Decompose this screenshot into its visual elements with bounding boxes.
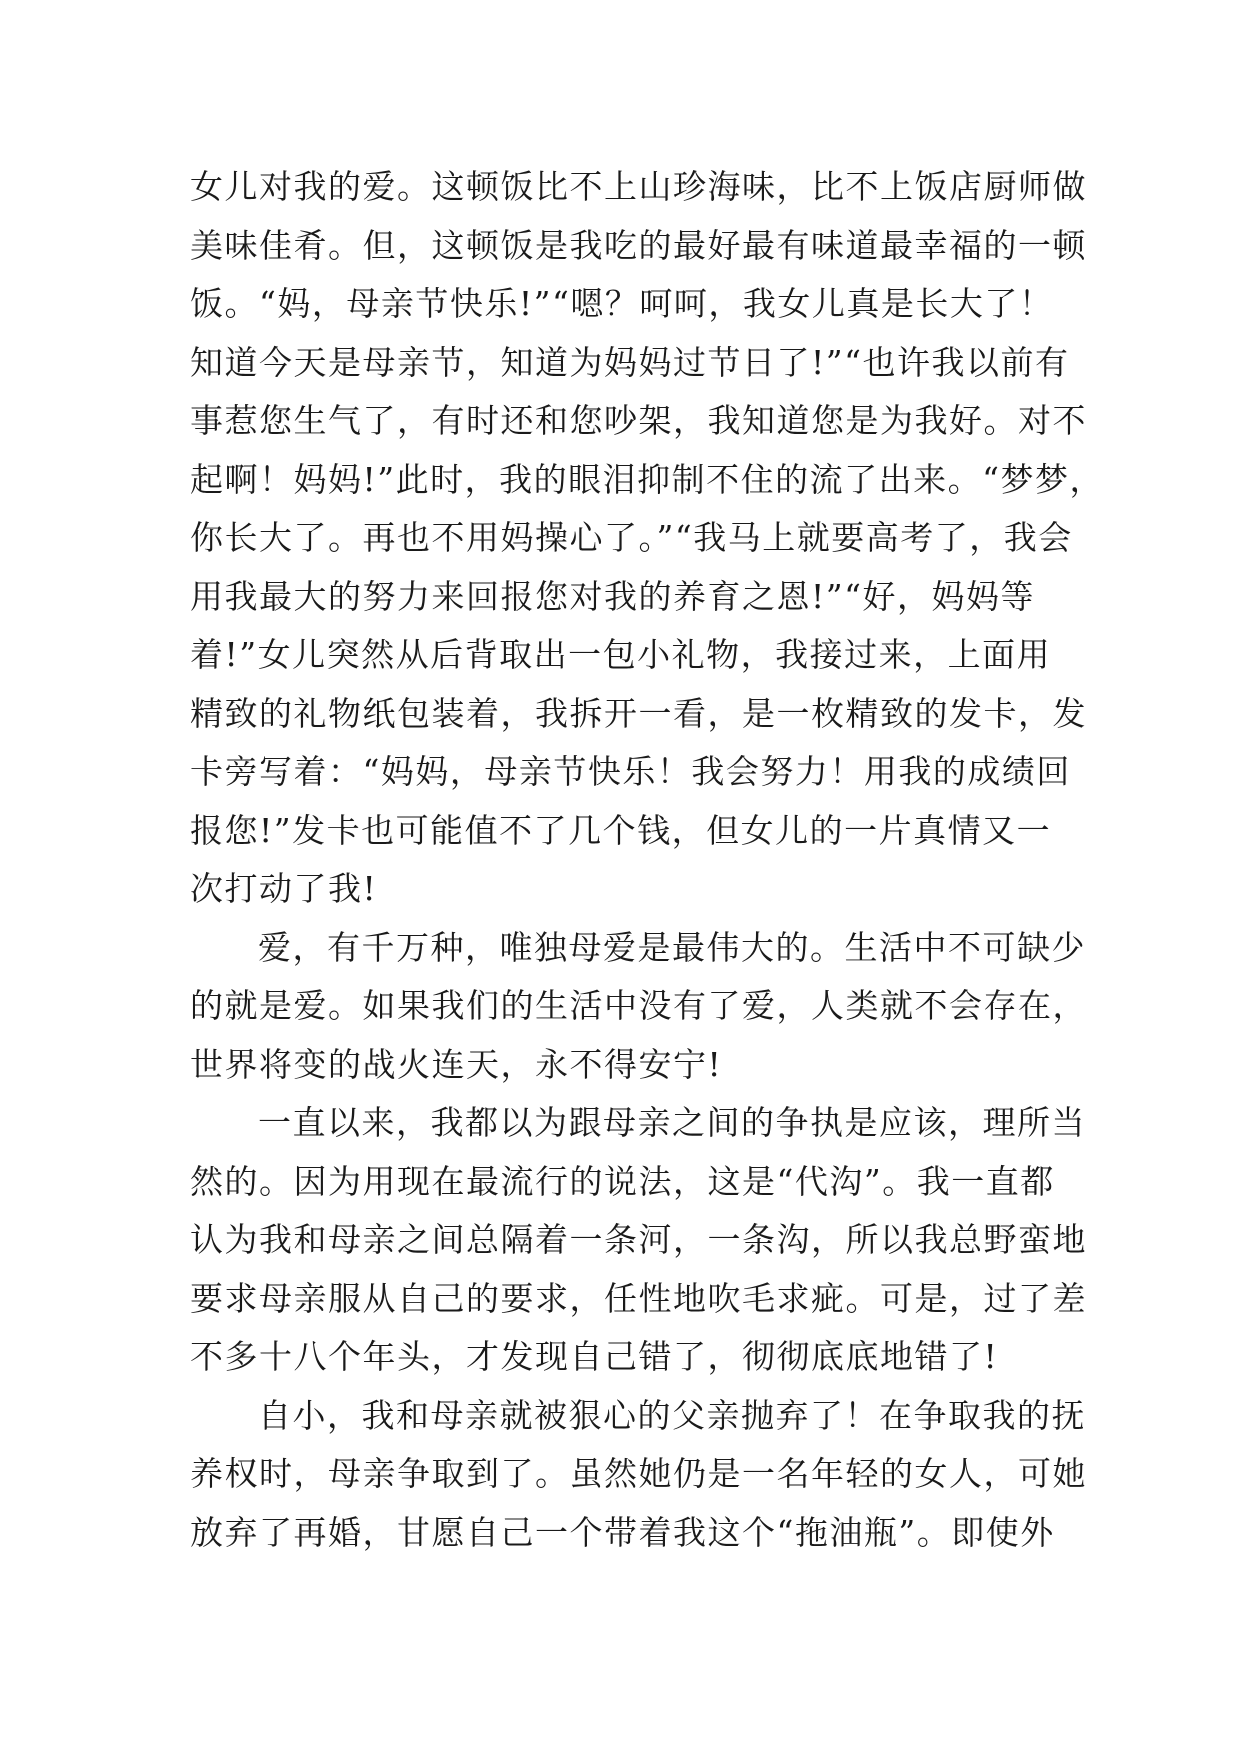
text-line: 放弃了再婚，甘愿自己一个带着我这个“拖油瓶”。即使外: [190, 1512, 1055, 1552]
text-line: 女儿对我的爱。这顿饭比不上山珍海味，比不上饭店厨师做: [190, 167, 1087, 206]
paragraph-start-line: 一直以来，我都以为跟母亲之间的争执是应该，理所当: [258, 1103, 1086, 1142]
text-line: 事惹您生气了，有时还和您吵架，我知道您是为我好。对不: [190, 401, 1087, 440]
text-line: 起啊！妈妈!”此时，我的眼泪抑制不住的流了出来。“梦梦，: [190, 459, 1105, 499]
text-line: 你长大了。再也不用妈操心了。”“我马上就要高考了，我会: [190, 518, 1073, 557]
paragraph-start-line: 自小，我和母亲就被狠心的父亲抛弃了！在争取我的抚: [258, 1395, 1086, 1435]
text-line: 卡旁写着：“妈妈，母亲节快乐！我会努力！用我的成绩回: [190, 752, 1071, 791]
text-line: 知道今天是母亲节，知道为妈妈过节日了!”“也许我以前有: [190, 342, 1070, 382]
text-line: 美味佳肴。但，这顿饭是我吃的最好最有味道最幸福的一顿: [190, 225, 1087, 265]
text-line: 养权时，母亲争取到了。虽然她仍是一名年轻的女人，可她: [190, 1454, 1087, 1493]
text-line: 的就是爱。如果我们的生活中没有了爱，人类就不会存在，: [190, 986, 1087, 1025]
body-text: [190, 158, 1105, 1562]
text-line: 精致的礼物纸包装着，我拆开一看，是一枚精致的发卡，发: [190, 693, 1087, 733]
text-line: 次打动了我!: [190, 869, 378, 908]
paragraph-start-line: 爱，有千万种，唯独母爱是最伟大的。生活中不可缺少: [258, 927, 1086, 967]
text-line: 世界将变的战火连天，永不得安宁!: [190, 1044, 723, 1084]
text-line: 要求母亲服从自己的要求，任性地吹毛求疵。可是，过了差: [190, 1278, 1087, 1318]
text-line: 报您!”发卡也可能值不了几个钱，但女儿的一片真情又一: [190, 810, 1052, 850]
text-line: 然的。因为用现在最流行的说法，这是“代沟”。我一直都: [190, 1161, 1055, 1201]
text-line: 不多十八个年头，才发现自己错了，彻彻底底地错了!: [190, 1337, 999, 1376]
text-line: 认为我和母亲之间总隔着一条河，一条沟，所以我总野蛮地: [190, 1220, 1087, 1259]
text-line: 着!”女儿突然从后背取出一包小礼物，我接过来，上面用: [190, 635, 1052, 674]
text-line: 用我最大的努力来回报您对我的养育之恩!”“好，妈妈等: [190, 576, 1036, 616]
text-line: 饭。“妈，母亲节快乐!”“嗯？呵呵，我女儿真是长大了！: [190, 284, 1054, 323]
